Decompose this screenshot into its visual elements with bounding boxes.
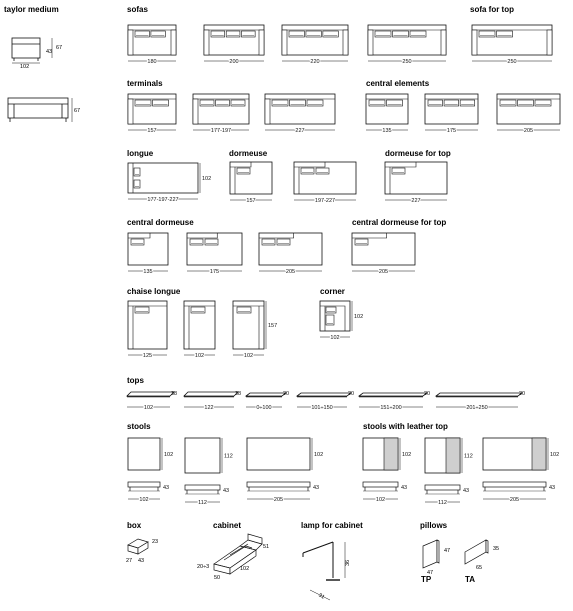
top-5-width: 151÷200 (380, 405, 402, 411)
box-d2: 27 (126, 558, 133, 564)
top-1-depth: 38 (171, 391, 178, 397)
top-4-depth: 20 (348, 391, 355, 397)
cabinet-d2: 102 (240, 566, 250, 572)
central-dormeuse-3-width: 205 (285, 269, 296, 275)
pillow-ta-height: 35 (493, 546, 500, 552)
overview-side-view (12, 38, 40, 63)
sofa-2-width: 200 (229, 59, 239, 65)
central-dormeuse-2 (187, 233, 242, 275)
section-chaise-longue: chaise longue (127, 287, 181, 296)
plan-drawings (127, 25, 560, 506)
dormeuse-for-top-1-width: 227 (411, 198, 421, 204)
stool-leather-1 (363, 438, 411, 503)
overview-height-tall: 67 (56, 45, 63, 51)
section-pillows: pillows (420, 521, 448, 530)
stool-1-height: 43 (163, 485, 170, 491)
terminal-1-width: 157 (147, 128, 157, 134)
cabinet-d3: 20÷3 (197, 564, 210, 570)
dormeuse-2-width: 197-227 (314, 198, 336, 204)
pillow-ta-label: TA (465, 575, 476, 584)
section-sofa-for-top: sofa for top (470, 5, 514, 14)
stool-leather-2 (425, 438, 473, 506)
section-tops: tops (127, 376, 144, 385)
chaise-longue-3 (233, 301, 277, 359)
stool-leather-2-height: 43 (463, 488, 470, 494)
section-sofas: sofas (127, 5, 148, 14)
section-central-elements: central elements (366, 79, 430, 88)
dormeuse-2 (294, 162, 356, 204)
stool-2-height: 43 (223, 488, 230, 494)
pillow-tp-height: 47 (444, 548, 451, 554)
chaise-longue-1 (128, 301, 167, 359)
overview-width: 102 (20, 64, 30, 70)
sofa-3-width: 220 (310, 59, 320, 65)
section-stools-leather-top: stools with leather top (363, 422, 448, 431)
box-d3: 43 (138, 558, 145, 564)
sofa-3 (282, 25, 348, 65)
chaise-longue-2 (184, 301, 215, 359)
top-5-depth: 20 (424, 391, 431, 397)
pillow-ta-drawing (465, 540, 488, 564)
top-3-width: 0÷100 (256, 405, 272, 411)
terminal-1 (128, 94, 176, 134)
top-4 (297, 391, 354, 411)
overview-height-front: 67 (74, 108, 81, 114)
terminal-3 (265, 94, 335, 134)
section-stools: stools (127, 422, 151, 431)
section-central-dormeuse: central dormeuse (127, 218, 194, 227)
longue-1 (128, 163, 211, 203)
sofa-for-top-1-width: 250 (507, 59, 517, 65)
top-1-width: 102 (143, 405, 154, 411)
section-corner: corner (320, 287, 345, 296)
chaise-longue-3-width: 102 (243, 353, 254, 359)
stool-3-width: 205 (273, 497, 284, 503)
sofa-2 (204, 25, 264, 65)
dormeuse-for-top-1 (385, 162, 447, 204)
collection-title: taylor medium (4, 5, 59, 14)
corner-1 (320, 301, 363, 341)
section-box: box (127, 521, 142, 530)
section-terminals: terminals (127, 79, 163, 88)
central-element-2 (425, 94, 478, 134)
pillow-tp-width: 47 (427, 570, 434, 576)
section-cabinet: cabinet (213, 521, 242, 530)
central-dormeuse-1 (128, 233, 168, 275)
lamp-drawing (303, 542, 345, 600)
dormeuse-1-width: 157 (246, 198, 256, 204)
stool-leather-2-depth: 112 (464, 453, 473, 460)
sofa-4 (368, 25, 446, 65)
stool-leather-1-depth: 102 (402, 452, 412, 458)
terminal-2-width: 177-197 (210, 128, 232, 134)
stool-leather-3 (483, 438, 559, 503)
top-2-depth: 38 (235, 391, 242, 397)
section-dormeuse-for-top: dormeuse for top (385, 149, 451, 158)
sofa-1 (128, 25, 176, 65)
stool-leather-1-height: 43 (401, 485, 408, 491)
stool-2 (185, 438, 233, 506)
section-longue: longue (127, 149, 154, 158)
sofa-4-width: 250 (402, 59, 412, 65)
central-element-2-width: 175 (446, 128, 457, 134)
box-d1: 23 (152, 539, 159, 545)
terminal-2 (193, 94, 249, 134)
cabinet-d1: 51 (263, 544, 270, 550)
box-drawing (128, 539, 148, 554)
corner-depth: 102 (354, 314, 364, 320)
pillow-tp-drawing (423, 540, 439, 568)
top-4-width: 101÷150 (311, 405, 333, 411)
central-dormeuse-for-top-1 (352, 233, 415, 275)
top-2-width: 122 (204, 405, 214, 411)
longue-depth: 102 (202, 176, 212, 182)
central-dormeuse-1-width: 135 (143, 269, 153, 275)
top-2 (184, 391, 241, 411)
top-6-depth: 20 (519, 391, 526, 397)
sofa-for-top-1 (472, 25, 552, 65)
lamp-base: 31 (317, 592, 326, 601)
central-dormeuse-2-width: 175 (209, 269, 220, 275)
terminal-3-width: 227 (295, 128, 305, 134)
stool-leather-1-width: 102 (375, 497, 386, 503)
top-6-width: 201÷250 (466, 405, 488, 411)
corner-width: 102 (330, 335, 340, 341)
central-element-1-width: 135 (382, 128, 392, 134)
stool-1 (128, 438, 173, 503)
lamp-height: 36 (345, 559, 351, 566)
stool-3-height: 43 (313, 485, 320, 491)
sofa-1-width: 180 (147, 59, 157, 65)
central-element-1 (366, 94, 408, 134)
central-dormeuse-for-top-1-width: 205 (378, 269, 389, 275)
top-3-depth: 20 (283, 391, 290, 397)
stool-leather-3-width: 205 (509, 497, 520, 503)
central-dormeuse-3 (259, 233, 322, 275)
chaise-longue-1-width: 125 (142, 353, 153, 359)
top-1 (127, 391, 177, 411)
longue-width: 177-197-227 (147, 197, 179, 203)
top-6 (436, 391, 525, 411)
chaise-longue-2-width: 102 (194, 353, 205, 359)
pillow-ta-width: 65 (476, 565, 483, 571)
central-element-3 (497, 94, 560, 134)
stool-leather-3-height: 43 (549, 485, 556, 491)
stool-3-depth: 102 (314, 452, 324, 458)
dormeuse-1 (230, 162, 272, 204)
top-5 (359, 391, 430, 411)
chaise-longue-depth: 157 (268, 323, 278, 329)
cabinet-drawing (214, 534, 262, 574)
section-dormeuse: dormeuse (229, 149, 268, 158)
stool-3 (247, 438, 323, 503)
stool-leather-2-width: 112 (438, 500, 447, 506)
top-3 (246, 391, 289, 411)
overview-height-small: 43 (46, 49, 53, 55)
pillow-tp-label: TP (421, 575, 432, 584)
stool-1-depth: 102 (164, 452, 174, 458)
stool-2-width: 112 (198, 500, 207, 506)
cabinet-d4: 50 (214, 575, 221, 581)
stool-leather-3-depth: 102 (550, 452, 560, 458)
stool-2-depth: 112 (224, 453, 233, 460)
central-element-3-width: 205 (523, 128, 534, 134)
section-central-dormeuse-for-top: central dormeuse for top (352, 218, 447, 227)
stool-1-width: 102 (139, 497, 149, 503)
overview-front-view (8, 98, 72, 122)
section-lamp-for-cabinet: lamp for cabinet (301, 521, 363, 530)
